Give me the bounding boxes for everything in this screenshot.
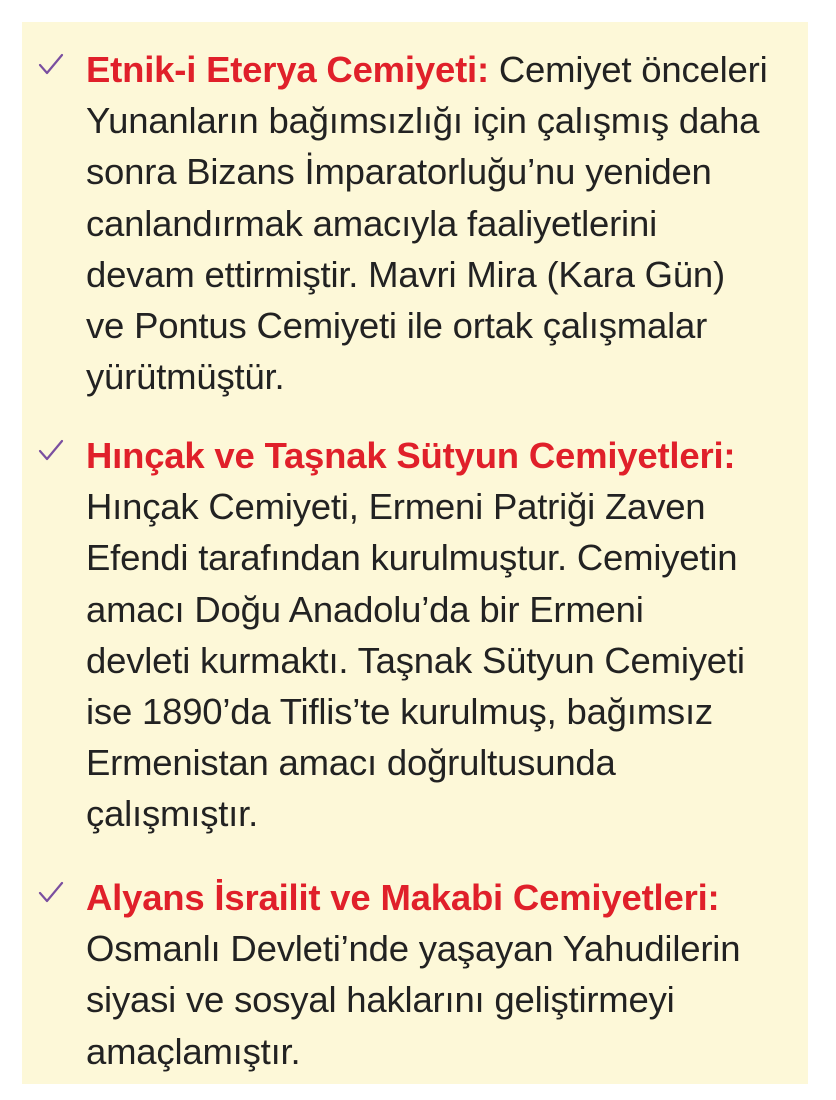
- content-panel: [22, 22, 808, 1084]
- check-icon: [36, 50, 66, 80]
- item-body: Osmanlı Devleti’nde yaşayan Yahudilerin siyasi ve sosyal haklarını geliştirmeyi amaçlamıştır.: [86, 928, 741, 1072]
- item-text: [86, 872, 804, 1077]
- check-icon: [36, 436, 66, 466]
- check-icon: [36, 878, 66, 908]
- item-title: Alyans İsrailit ve Makabi Cemiyetleri:: [86, 877, 720, 918]
- item-text: [86, 430, 804, 840]
- item-text: [86, 44, 804, 402]
- item-body: Hınçak Cemiyeti, Ermeni Patriği Zaven Efendi tarafından kurulmuştur. Cemiyetin amacı Doğu Anadolu’da bir Ermeni devleti kurmaktı. Taşnak Sütyun Cemiyeti ise 1890’da Tiflis’te kurulmuş, bağımsız Ermenistan amacı doğrultusunda çalışmıştır.: [86, 486, 745, 835]
- item-title: Etnik-i Eterya Cemiyeti:: [86, 49, 489, 90]
- item-body: Cemiyet önceleri Yunanların bağımsızlığı için çalışmış daha sonra Bizans İmparatorluğu’nu yeniden canlandırmak amacıyla faaliyetlerini devam ettirmiştir. Mavri Mira (Kara Gün) ve Pontus Cemiyeti ile ortak çalışmalar yürütmüştür.: [86, 49, 768, 398]
- item-title: Hınçak ve Taşnak Sütyun Cemiyetleri:: [86, 435, 736, 476]
